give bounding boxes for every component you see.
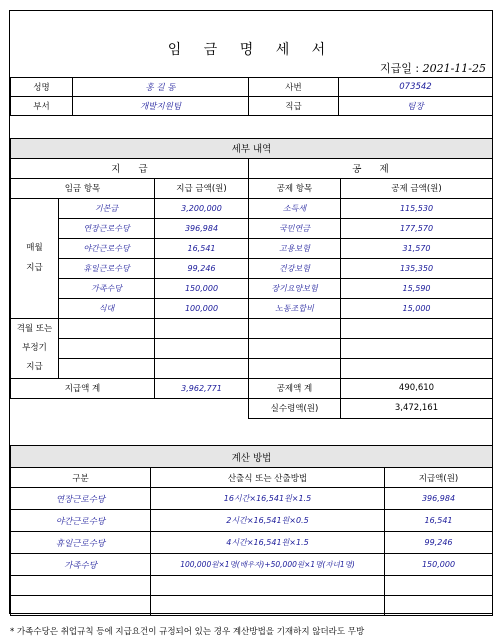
- deduct-header: 공 제: [249, 158, 493, 178]
- empty-cell: [59, 338, 155, 358]
- empty-cell: [59, 358, 155, 378]
- empty-cell: [155, 318, 249, 338]
- deduct-total-value: 490,610: [341, 378, 493, 398]
- pay-amount: 16,541: [155, 238, 249, 258]
- irregular-label-line2: 부정기: [22, 342, 47, 353]
- empty-cell: [249, 358, 341, 378]
- empty-cell: [155, 358, 249, 378]
- empty-cell: [249, 318, 341, 338]
- calc-type: 야간근로수당: [11, 510, 151, 532]
- empty-cell: [385, 576, 493, 596]
- deduct-item: 건강보험: [249, 258, 341, 278]
- deduct-total-label: 공제액 계: [249, 378, 341, 398]
- calc-method: 2시간×16,541원×0.5: [151, 510, 385, 532]
- employee-info-table: [10, 77, 493, 116]
- irregular-label-line1: 격월 또는: [16, 323, 53, 334]
- empty-cell: [59, 318, 155, 338]
- empty-cell: [341, 358, 493, 378]
- pay-amount: 100,000: [155, 298, 249, 318]
- deduct-item: 장기요양보험: [249, 278, 341, 298]
- rank-value: 팀장: [339, 97, 493, 116]
- empty-cell: [385, 596, 493, 616]
- calc-amount: 396,984: [385, 488, 493, 510]
- calc-section-title: 계산 방법: [11, 446, 493, 468]
- details-table: [10, 129, 493, 419]
- calc-method: 16시간×16,541원×1.5: [151, 488, 385, 510]
- employee-id-label: 사번: [249, 78, 339, 97]
- calc-amount: 16,541: [385, 510, 493, 532]
- deduct-amount: 15,000: [341, 298, 493, 318]
- empty-cell: [11, 596, 151, 616]
- deduct-amount: 177,570: [341, 218, 493, 238]
- deduct-item: 고용보험: [249, 238, 341, 258]
- empty-cell: [249, 338, 341, 358]
- deduct-amount: 135,350: [341, 258, 493, 278]
- deduct-item: 국민연금: [249, 218, 341, 238]
- net-pay-value: 3,472,161: [341, 398, 493, 418]
- document-title: 임 금 명 세 서: [167, 42, 335, 58]
- empty-cell: [11, 576, 151, 596]
- employee-id-value: 073542: [339, 78, 493, 97]
- empty-cell: [155, 338, 249, 358]
- pay-item-header: 임금 항목: [11, 178, 155, 198]
- deduct-item: 노동조합비: [249, 298, 341, 318]
- calc-type: 연장근로수당: [11, 488, 151, 510]
- pay-statement: [9, 10, 493, 614]
- calc-type: 가족수당: [11, 554, 151, 576]
- irregular-label-line3: 지급: [26, 361, 43, 372]
- deduct-item: 소득세: [249, 198, 341, 218]
- empty-cell: [11, 398, 249, 418]
- deduct-amount: 15,590: [341, 278, 493, 298]
- pay-date-label: 지급일 :: [379, 62, 420, 75]
- calc-method-header: 산출식 또는 산출방법: [151, 468, 385, 488]
- pay-header: 지 급: [11, 158, 249, 178]
- net-pay-label: 실수령액(원): [249, 398, 341, 418]
- department-value: 개발지원팀: [73, 97, 249, 116]
- empty-cell: [341, 318, 493, 338]
- pay-total-label: 지급액 계: [11, 378, 155, 398]
- calc-method-table: [10, 445, 493, 616]
- pay-amount: 3,200,000: [155, 198, 249, 218]
- name-label: 성명: [11, 78, 73, 97]
- details-section-title: 세부 내역: [11, 138, 493, 158]
- calc-type-header: 구분: [11, 468, 151, 488]
- pay-item: 야간근로수당: [59, 238, 155, 258]
- pay-total-value: 3,962,771: [155, 378, 249, 398]
- pay-item: 가족수당: [59, 278, 155, 298]
- monthly-pay-label: [11, 198, 59, 318]
- pay-amount-header: 지급 금액(원): [155, 178, 249, 198]
- calc-method: 100,000원×1명(배우자)+50,000원×1명(자녀1명): [151, 554, 385, 576]
- pay-date: [380, 60, 486, 76]
- pay-item: 기본급: [59, 198, 155, 218]
- monthly-label-line1: 매월: [26, 243, 43, 253]
- calc-amount: 99,246: [385, 532, 493, 554]
- monthly-label-line2: 지급: [26, 263, 43, 273]
- rank-label: 직급: [249, 97, 339, 116]
- department-label: 부서: [11, 97, 73, 116]
- calc-type: 휴일근로수당: [11, 532, 151, 554]
- pay-date-value: 2021-11-25: [422, 62, 486, 75]
- deduct-amount: 115,530: [341, 198, 493, 218]
- name-value: 홍 길 동: [73, 78, 249, 97]
- deduct-amount-header: 공제 금액(원): [341, 178, 493, 198]
- deduct-amount: 31,570: [341, 238, 493, 258]
- empty-cell: [341, 338, 493, 358]
- pay-amount: 99,246: [155, 258, 249, 278]
- empty-cell: [151, 576, 385, 596]
- pay-amount: 150,000: [155, 278, 249, 298]
- calc-amount: 150,000: [385, 554, 493, 576]
- calc-method: 4시간×16,541원×1.5: [151, 532, 385, 554]
- pay-item: 휴일근로수당: [59, 258, 155, 278]
- footnote: * 가족수당은 취업규칙 등에 지급요건이 규정되어 있는 경우 계산방법을 기재하지 않더라도 무방: [10, 627, 365, 637]
- irregular-pay-label: [11, 318, 59, 378]
- pay-amount: 396,984: [155, 218, 249, 238]
- pay-item: 연장근로수당: [59, 218, 155, 238]
- empty-cell: [151, 596, 385, 616]
- calc-amount-header: 지급액(원): [385, 468, 493, 488]
- deduct-item-header: 공제 항목: [249, 178, 341, 198]
- pay-item: 식대: [59, 298, 155, 318]
